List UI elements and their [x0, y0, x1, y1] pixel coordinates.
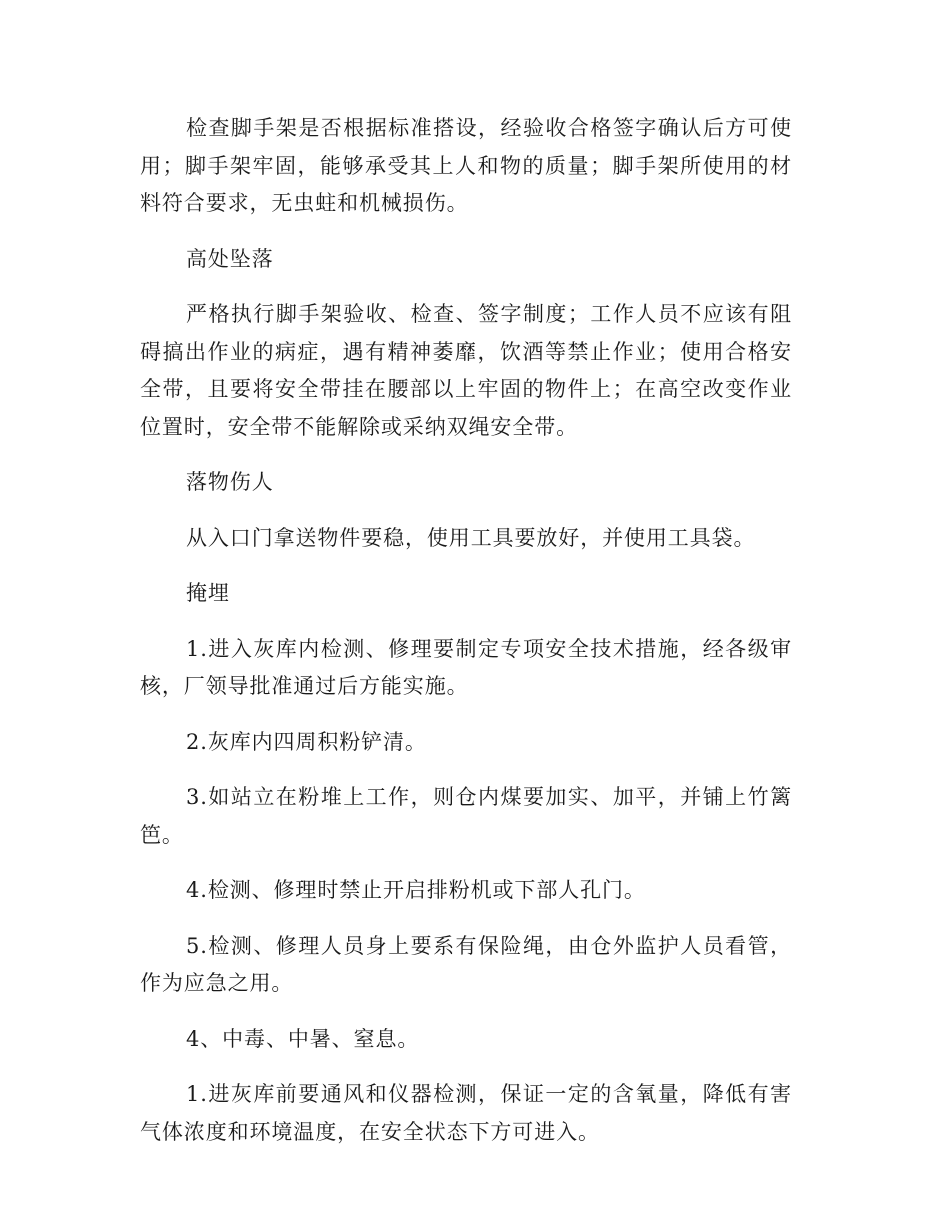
paragraph-falling-objects: 从入口门拿送物件要稳，使用工具要放好，并使用工具袋。: [186, 525, 756, 550]
paragraph-poisoning-item-1: 1.进灰库前要通风和仪器检测，保证一定的含氧量，降低有害气体浓度和环境温度，在安全状态下方可进入。: [140, 1082, 792, 1144]
paragraph-burial-item-2: 2.灰库内四周积粉铲清。: [186, 729, 427, 754]
paragraph-fall-prevention: 严格执行脚手架验收、检查、签字制度；工作人员不应该有阻碍搞出作业的病症，遇有精神萎靡，饮酒等禁止作业；使用合格安全带，且要将安全带挂在腰部以上牢固的物件上；在高空改变作业位置时，安全带不能解除或采纳双绳安全带。: [140, 302, 792, 439]
paragraph-burial-item-1: 1.进入灰库内检测、修理要制定专项安全技术措施，经各级审核，厂领导批准通过后方能实施。: [140, 636, 792, 698]
document-body: [140, 110, 792, 1169]
paragraph-burial-item-3: 3.如站立在粉堆上工作，则仓内煤要加实、加平，并铺上竹篱笆。: [140, 785, 792, 847]
heading-fall-from-height: 高处坠落: [186, 246, 274, 271]
heading-falling-objects: 落物伤人: [186, 470, 274, 494]
paragraph-burial-item-4: 4.检测、修理时禁止开启排粉机或下部人孔门。: [186, 878, 646, 902]
heading-burial: 掩埋: [186, 581, 230, 605]
paragraph-burial-item-5: 5.检测、修理人员身上要系有保险绳，由仓外监护人员看管，作为应急之用。: [140, 933, 792, 995]
paragraph-scaffold-check: 检查脚手架是否根据标准搭设，经验收合格签字确认后方可使用；脚手架牢固，能够承受其上人和物的质量；脚手架所使用的材料符合要求，无虫蛀和机械损伤。: [140, 116, 792, 215]
heading-poisoning-heatstroke-suffocation: 4、中毒、中暑、窒息。: [186, 1026, 420, 1051]
